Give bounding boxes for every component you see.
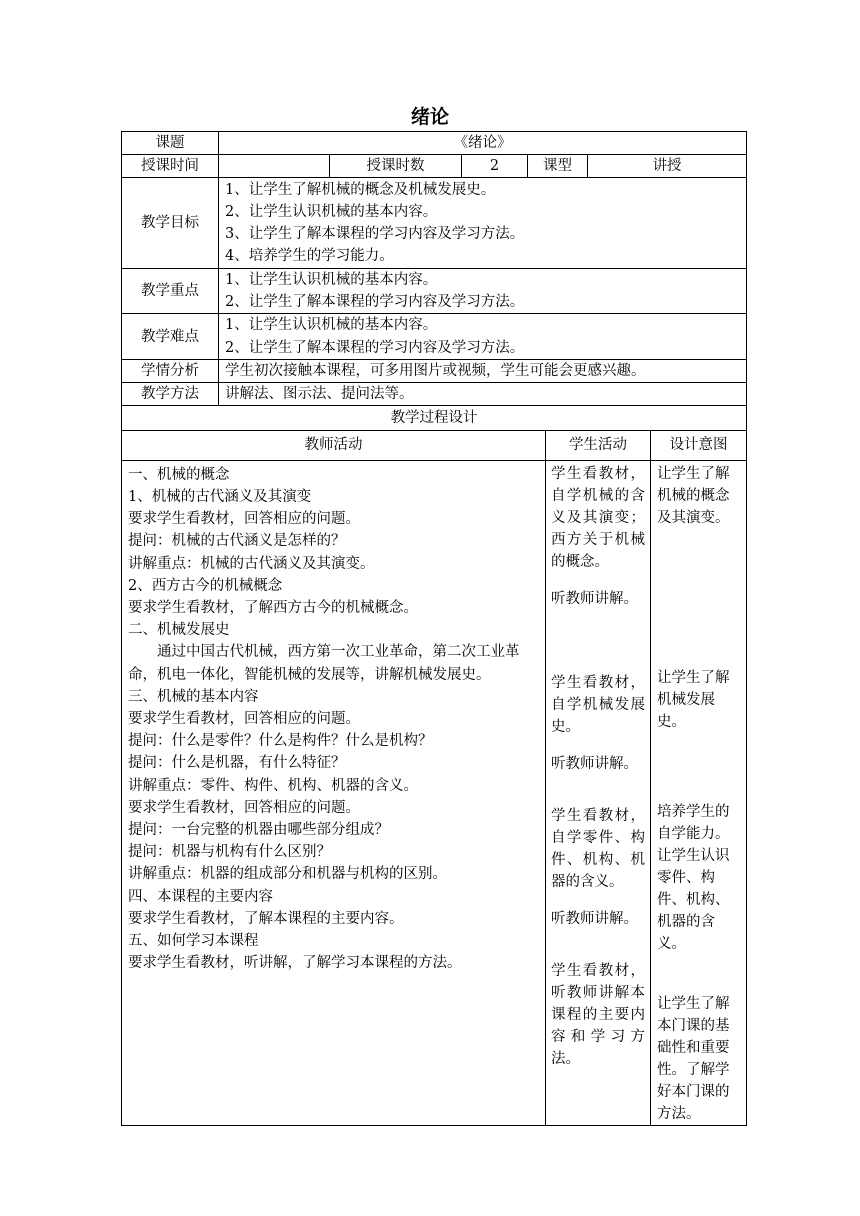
- intent-column: [651, 460, 747, 1125]
- keti-label: 课题: [122, 132, 219, 155]
- student-note: 学生看教材，听教师讲解本课程的主要内容和学习方法。: [551, 962, 645, 1067]
- col-intent-header: 设计意图: [651, 430, 747, 460]
- teacher-line: 二、机械发展史: [128, 622, 230, 639]
- student-note: 学生看教材，自学机械发展史。: [551, 674, 645, 735]
- teacher-line: 五、如何学习本课程: [128, 933, 259, 950]
- student-note: 学生看教材，自学机械的含义及其演变；西方关于机械的概念。: [551, 465, 645, 570]
- teacher-line: 提问：一台完整的机器由哪些部分组成？: [128, 822, 389, 839]
- nandian-content: [219, 314, 747, 359]
- teacher-activity: [122, 460, 546, 1125]
- process-title: 教学过程设计: [122, 405, 747, 430]
- teacher-line: 四、本课程的主要内容: [128, 888, 273, 905]
- document-title: 绪论: [410, 106, 449, 128]
- row-shouke: [122, 155, 747, 178]
- keti-value: 《绪论》: [219, 132, 747, 155]
- teacher-line: 要求学生看教材，回答相应的问题。: [128, 799, 360, 816]
- teacher-line: 提问：机械的古代涵义是怎样的？: [128, 533, 346, 550]
- intent-note: 让学生了解机械发展史。: [657, 669, 730, 730]
- teacher-line: 一、机械的概念: [128, 466, 230, 483]
- shouke-shishu-value: 2: [462, 155, 528, 178]
- intent-note: 培养学生的自学能力。让学生认识零件、构件、机构、机器的含义。: [657, 803, 730, 952]
- student-note: 听教师讲解。: [551, 910, 638, 927]
- row-xueqing: [122, 359, 747, 382]
- mubiao-line: 4、培养学生的学习能力。: [225, 248, 394, 265]
- zhongdian-line: 1、让学生认识机械的基本内容。: [225, 272, 438, 288]
- intent-note: 让学生了解机械的概念及其演变。: [657, 465, 730, 526]
- row-fangfa: [122, 382, 747, 405]
- student-activity: [546, 460, 651, 1125]
- nandian-line: 2、让学生了解本课程的学习内容及学习方法。: [225, 339, 525, 356]
- xueqing-label: 学情分析: [122, 359, 219, 382]
- mubiao-content: [219, 178, 747, 269]
- teacher-line: 三、机械的基本内容: [128, 688, 259, 705]
- col-teacher-header: 教师活动: [122, 430, 546, 460]
- zhongdian-line: 2、让学生了解本课程的学习内容及学习方法。: [225, 294, 525, 311]
- teacher-line: 提问：机器与机构有什么区别？: [128, 844, 331, 861]
- mubiao-line: 2、让学生认识机械的基本内容。: [225, 203, 438, 220]
- teacher-line: 要求学生看教材，了解本课程的主要内容。: [128, 910, 404, 927]
- kexing-label: 课型: [528, 155, 588, 178]
- teacher-line: 1、机械的古代涵义及其演变: [128, 489, 312, 506]
- student-note: 学生看教材，自学零件、构件、机构、机器的含义。: [551, 807, 645, 890]
- shouke-shijian-value: [219, 155, 330, 178]
- row-zhongdian: [122, 269, 747, 314]
- xueqing-text: 学生初次接触本课程，可多用图片或视频，学生可能会更感兴趣。: [219, 359, 747, 382]
- row-mubiao: [122, 178, 747, 269]
- mubiao-line: 3、让学生了解本课程的学习内容及学习方法。: [225, 226, 525, 242]
- teacher-line: 提问：什么是机器，有什么特征？: [128, 755, 346, 772]
- teacher-line: 要求学生看教材，回答相应的问题。: [128, 711, 360, 728]
- nandian-label: 教学难点: [122, 314, 219, 359]
- row-process-body: [122, 460, 747, 1125]
- teacher-line: 讲解重点：机器的组成部分和机器与机构的区别。: [128, 866, 447, 883]
- shouke-shijian-label: 授课时间: [122, 155, 219, 178]
- teacher-line: 要求学生看教材，了解西方古今的机械概念。: [128, 600, 418, 617]
- student-note: 听教师讲解。: [551, 755, 638, 772]
- zhongdian-label: 教学重点: [122, 269, 219, 314]
- row-keti: [122, 132, 747, 155]
- teacher-paragraph: 通过中国古代机械，西方第一次工业革命，第二次工业革命，机电一体化，智能机械的发展等，讲解机械发展史。: [128, 644, 520, 683]
- teacher-line: 要求学生看教材，回答相应的问题。: [128, 511, 360, 528]
- kexing-value: 讲授: [588, 155, 747, 178]
- row-nandian: [122, 314, 747, 359]
- shouke-shishu-label: 授课时数: [330, 155, 462, 178]
- row-process-title: [122, 405, 747, 430]
- lesson-plan-table: [121, 131, 747, 1126]
- fangfa-label: 教学方法: [122, 382, 219, 405]
- teacher-line: 讲解重点：机械的古代涵义及其演变。: [128, 555, 375, 572]
- teacher-line: 提问：什么是零件？什么是构件？什么是机构？: [128, 733, 433, 750]
- row-process-header: [122, 430, 747, 460]
- mubiao-label: 教学目标: [122, 178, 219, 269]
- intent-note: 让学生了解本门课的基础性和重要性。了解学好本门课的方法。: [657, 995, 730, 1122]
- zhongdian-content: [219, 269, 747, 314]
- teacher-line: 要求学生看教材，听讲解，了解学习本课程的方法。: [128, 955, 462, 972]
- nandian-line: 1、让学生认识机械的基本内容。: [225, 317, 438, 334]
- col-student-header: 学生活动: [546, 430, 651, 460]
- fangfa-text: 讲解法、图示法、提问法等。: [219, 382, 747, 405]
- teacher-line: 讲解重点：零件、构件、机构、机器的含义。: [128, 777, 418, 794]
- student-note: 听教师讲解。: [551, 590, 638, 607]
- teacher-line: 2、西方古今的机械概念: [128, 577, 283, 594]
- mubiao-line: 1、让学生了解机械的概念及机械发展史。: [225, 181, 496, 198]
